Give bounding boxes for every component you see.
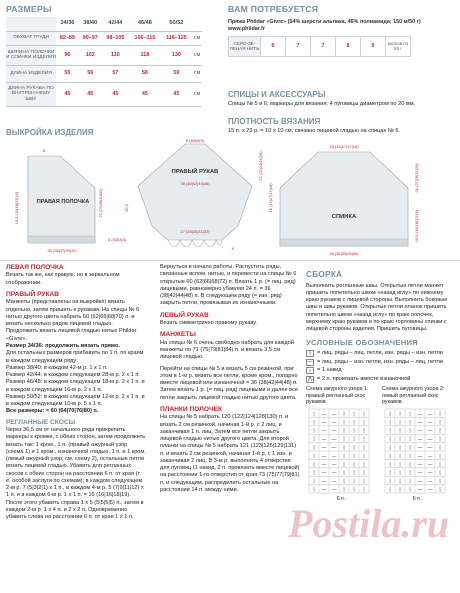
chart-cell: |: [353, 469, 355, 476]
chart-cell: |: [389, 419, 391, 426]
chart-cell: |: [363, 444, 365, 451]
chart-cell: |: [399, 419, 401, 426]
chart-cell: |: [389, 469, 391, 476]
chart-cell: |: [409, 419, 411, 426]
back-top-dim: 16 (16|17|17|18): [329, 144, 359, 149]
column-1: [6, 264, 146, 522]
table-row: ОБХВАТ ГРУДИ 82–89 90–97 98–105 106–115 116–125 см: [6, 31, 202, 45]
back-rib: [280, 239, 408, 246]
chart-cell: |: [313, 444, 315, 451]
chart-cell: —: [331, 444, 337, 451]
assembly-title: СБОРКА: [306, 270, 343, 279]
yarn-title: ВАМ ПОТРЕБУЕТСЯ: [228, 4, 319, 14]
chart-cell: |: [399, 486, 401, 493]
chart-cell: |: [343, 411, 345, 418]
chart-cell: |: [343, 461, 345, 468]
chart-cell: —: [427, 411, 433, 418]
chart-2-caption: Схема ажурного узора 2: левый регланный скос рукавов: [382, 386, 445, 406]
chart-cell: —: [321, 411, 327, 418]
back-shape: [280, 152, 408, 246]
chart-cell: |: [343, 478, 345, 485]
legend-item: | = лиц. ряды – лиц. петли, изн. ряды – изн. петли: [306, 350, 454, 357]
left-sleeve-text: Вязать симметрично правому рукаву.: [160, 320, 257, 327]
size-header: 50/52: [161, 17, 193, 31]
front-label: [37, 199, 90, 205]
sleeve-cuff-width-dim: 27 (28|30|31|32): [180, 229, 210, 234]
chart-cell: |: [353, 453, 355, 460]
chart-cell: |: [399, 436, 401, 443]
chart-cell: |: [353, 486, 355, 493]
chart-cell: |: [439, 436, 441, 443]
sleeve-raglan-dim: 21 (22|24|26|28): [258, 151, 263, 181]
chart-cell: —: [417, 419, 423, 426]
raglan-text: Через 36,5 см от начального ряда прикрепить маркеры к кромке, с обеих сторон, затем продолжить вязать так: 1 кром., 1 п. (правый ажурный узор (схема 1) и 1 кром., изнаночной гладью, 1 п. и 1 кром. (левый ажурный узор; см. схему 2), остальные петли вязать лицевой гладью. Убавить для регланных скосов с обеих сторон на расстоянии 6 п. от края (т. е. особой заслуги по схемам); в каждом следующем 2-м р. 7 (5|3|2|1) x 1 п., в каждом 4-м р. 5 (7|9|11|12) x 1 п. и в каждом 6-м р. 1 x 1 п. = 16 (16|16|18|19). После этого убавить справа 1 x 5 (5|5|5|5) п., затем в каждом 2-м р. 1 x 4 п. и 2 x 2 п. Одновременно убавить слева на расстоянии 6 п. от края 1 x 1 п.: [6, 427, 146, 521]
front-rib: [28, 236, 95, 243]
chart-cell: |: [409, 461, 411, 468]
chart-cell: —: [427, 486, 433, 493]
chart-1-grid: [306, 408, 372, 496]
plank-title: ПЛАНКИ ПОЛОЧЕК: [160, 405, 222, 413]
chart-cell: —: [331, 419, 337, 426]
chart-cell: —: [417, 486, 423, 493]
chart-cell: |: [439, 419, 441, 426]
sizes-title: РАЗМЕРЫ: [6, 4, 52, 14]
front-label-text: ПРАВАЯ ПОЛОЧКА: [36, 199, 90, 205]
size-header: 42/44: [102, 17, 129, 31]
front-width-dim: 33 (35|37|39|43): [47, 248, 77, 253]
chart-cell: —: [427, 436, 433, 443]
chart-cell: —: [427, 469, 433, 476]
chart-1: [306, 386, 376, 502]
chart-cell: |: [363, 486, 365, 493]
chart-cell: |: [313, 469, 315, 476]
chart-cell: |: [353, 436, 355, 443]
chart-cell: |: [363, 461, 365, 468]
table-row: ДЛИНА РУКАВА ПО ВНУТРЕН-НЕМУ ШВУ 45 45 45 45 45 см: [6, 82, 202, 106]
chart-cell: —: [321, 436, 327, 443]
divider: [0, 260, 460, 261]
chart-cell: |: [353, 419, 355, 426]
size2-text: Размер 38/40: в каждом 42-м р. 1 x 1 п.: [6, 364, 108, 371]
chart-cell: —: [321, 478, 327, 485]
cuffs-title: МАНЖЕТЫ: [160, 331, 196, 339]
chart-cell: |: [409, 453, 411, 460]
other-sizes-text: Для остальных размеров прибавить по 1 п. по краям в каждом следующем ряду:: [6, 350, 144, 364]
total-text: Все размеры: = 60 (64|70|76|80) п.: [6, 408, 99, 415]
chart-cell: |: [409, 469, 411, 476]
continue-text: Вернуться в начало работы. Распустить ряды, связанные вспом. нитью, и перевести на спицы № 6 открытые 60 (62|66|68|72) п. Вязать 1 р. (= лиц. ряд) лицевыми, равномерно убавляя 24 п. = 36 (38|42|44|48) п. В следующем ряду (= изн. ряд) закрыть петли, провязывая их изнаночными.: [160, 264, 297, 307]
chart-cell: —: [417, 453, 423, 460]
chart-cell: |: [399, 469, 401, 476]
chart-cell: |: [409, 478, 411, 485]
chart-cell: —: [417, 461, 423, 468]
sleeve-cuff-dim: 5: [232, 246, 235, 251]
front-top-dim: 8: [42, 148, 46, 153]
chart-cell: —: [417, 411, 423, 418]
right-sleeve-text: Манжеты (представлены на выкройке) вязать отдельно, затем пришить к рукавам. На спицы № 6 нитью другого цвета набрать 60 (62|66|68|70) п. и вязать несколько рядов лицевой гладью. Продолжить вязать лицевой гладью нитью Phildar «Givre».: [6, 299, 140, 342]
chart-cell: —: [417, 436, 423, 443]
chart-cell: —: [321, 427, 327, 434]
chart-cell: |: [399, 411, 401, 418]
chart-cell: |: [389, 461, 391, 468]
chart-cell: |: [343, 486, 345, 493]
back-raglan-dim: 26 (27|29|31|33): [414, 163, 419, 193]
chart-cell: |: [363, 419, 365, 426]
chart-cell: —: [331, 461, 337, 468]
size1-text: Размер 34/36: продолжить вязать прямо.: [6, 343, 120, 349]
column-2: [160, 264, 300, 494]
chart-cell: —: [427, 427, 433, 434]
gauge-text: 15 п. x 23 р. = 10 x 10 см, связано лицевой гладью на спицах № 6.: [228, 128, 401, 134]
size-header: 34/36: [56, 17, 79, 31]
chart-cell: |: [363, 436, 365, 443]
plank-text: На спицы № 5 набрать 120 (122|124|128|130) п. и вязать 2 см резинкой, начиная 1-й р. с 2 лиц. и заканчивая 1 п. лиц. Затем все петли закрыть лицевой гладью нитью другого цвета. Для второй планки на спицы № 5 набрать 121 (123|125|129|131) п. и вязать 2 см резинкой, начиная 1-й р. с 1 изн. и заканчивая 2 лиц. В 3-м р. выполнить 4 отверстия для пуговиц (1 накид, 2 п. провязать вместе лицевой) на расстоянии 1-го отверстия от края 73 (75|77|79|81) п. и следующим, распределить остальные на расстоянии 14 п. между ними.: [160, 414, 300, 493]
assembly-text: Выполнить регланные швы. Открытые петли манжет пришить попетельно швом «назад иглу» по нижнему краю рукавов с лицевой стороны. Выполнить боковые швы и швы рукавов. Открытые петли планок пришить попетельно швом «назад иглу» по краю полочек, верхнему краю рукавов и по краю горловины спинки с лицевой стороны изделия. Пришить пуговицы.: [306, 282, 448, 333]
chart-cell: |: [399, 444, 401, 451]
chart-cell: |: [353, 427, 355, 434]
chart-2: [382, 386, 452, 502]
back-width-dim: 48 (51|55|59|65): [329, 251, 359, 256]
chart-cell: |: [313, 478, 315, 485]
chart-cell: |: [313, 453, 315, 460]
left-front-title: ЛЕВАЯ ПОЛОЧКА: [6, 264, 64, 271]
size-header: 38/40: [79, 17, 102, 31]
pattern-title: ВЫКРОЙКА ИЗДЕЛИЯ: [6, 128, 94, 137]
chart-1-foot: 6 п.: [336, 495, 346, 502]
sleeve-length-dim: 36,5: [124, 204, 129, 212]
chart-cell: |: [439, 478, 441, 485]
chart-cell: |: [439, 411, 441, 418]
chart-cell: —: [331, 411, 337, 418]
back-label: СПИНКА: [331, 214, 357, 220]
chart-cell: |: [343, 453, 345, 460]
chart-cell: |: [399, 453, 401, 460]
legend: [306, 350, 454, 383]
chart-cell: |: [439, 469, 441, 476]
sleeve-label: ПРАВЫЙ РУКАВ: [171, 169, 219, 175]
size3-text: Размер 42/44: в каждом следующем 28-м р. 2 x 1 п.: [6, 372, 140, 379]
sleeve-cuff-scallop: [168, 240, 222, 247]
raglan-title: РЕГЛАННЫЕ СКОСЫ: [6, 418, 76, 426]
legend-title: УСЛОВНЫЕ ОБОЗНАЧЕНИЯ: [306, 338, 419, 348]
chart-2-grid: [382, 408, 448, 496]
chart-cell: |: [399, 427, 401, 434]
sleeve-shape: [138, 144, 252, 240]
chart-cell: —: [331, 427, 337, 434]
chart-cell: —: [321, 453, 327, 460]
right-sleeve-title: ПРАВЫЙ РУКАВ: [6, 290, 60, 298]
front-rib-dim: 3 (3|3|3|3): [108, 237, 127, 242]
chart-cell: —: [427, 478, 433, 485]
chart-cell: |: [363, 478, 365, 485]
decrease-symbol-icon: ⋀: [307, 376, 313, 383]
chart-cell: |: [399, 461, 401, 468]
yarn-over-symbol-icon: ○: [306, 367, 314, 374]
chart-cell: |: [353, 411, 355, 418]
chart-cell: —: [417, 478, 423, 485]
sleeve-top-dim: 8 (8|9|9|9): [185, 138, 205, 143]
yarn-table: [228, 36, 411, 57]
sizes-table: [6, 17, 202, 107]
chart-cell: |: [439, 486, 441, 493]
yarn-url: www.phildar.fr: [228, 26, 265, 32]
size-header: 46/48: [129, 17, 161, 31]
back-side-left-dim: 16 (16|17|17|18): [268, 183, 273, 213]
chart-cell: |: [389, 478, 391, 485]
chart-cell: |: [439, 427, 441, 434]
tools-title: СПИЦЫ И АКСЕССУАРЫ: [228, 90, 326, 99]
chart-cell: |: [343, 444, 345, 451]
table-row: ШИРИНА ПОЛОЧКИ И СПИНКИ ИЗДЕЛИЯ 96 102 110 118 130 см: [6, 45, 202, 65]
chart-cell: |: [389, 486, 391, 493]
chart-cell: |: [389, 453, 391, 460]
watermark-logo: Postila.ru: [288, 501, 450, 546]
front-raglan-dim: 25 (26|28|30|32): [98, 188, 103, 218]
column-3: [306, 270, 454, 502]
chart-cell: |: [409, 436, 411, 443]
chart-cell: |: [353, 444, 355, 451]
chart-cell: —: [427, 419, 433, 426]
table-row: СЕРО-ЗЕ-ЛЕНАЯ НИТЬ 6 7 7 8 9 мотков по 50 г: [229, 37, 411, 57]
chart-cell: —: [427, 453, 433, 460]
legend-item: — = лиц. ряды – изн. петли, изн. ряды – лиц. петли: [307, 358, 443, 366]
transfer-text: Перейти на спицы № 5 и вязать 5 см резинкой, при этом в 1-м р. вязать все петли, кроме кром., попарно вместе лицевой или изнаночной = 36 (38|42|44|48) п. Затем вязать 1 р. (= лиц. ряд) лицевыми и далее все петли закрыть лицевой гладью нитью другого цвета.: [160, 365, 298, 401]
chart-cell: |: [389, 427, 391, 434]
chart-cell: —: [417, 469, 423, 476]
chart-cell: |: [313, 427, 315, 434]
chart-1-caption: Схема ажурного узора 1: правый регланный скос рукавов: [306, 386, 369, 406]
sleeve-piece: [124, 138, 263, 251]
cuffs-text: На спицы № 6 очень свободно набрать для каждой манжеты по 71 (75|79|81|84) п. и вязать 3,5 см лицевой гладью.: [160, 339, 294, 361]
chart-cell: |: [389, 436, 391, 443]
chart-cell: —: [427, 461, 433, 468]
chart-cell: |: [343, 469, 345, 476]
tools-text: Спицы № 5 и 6; маркеры для вязания; 4 пуговицы диаметром по 20 мм.: [228, 101, 416, 107]
chart-cell: |: [389, 444, 391, 451]
chart-cell: |: [439, 453, 441, 460]
yarn-description: Пряжа Phildar «Givre» (54% шерсти альпака, 46% полиамида; 150 м/50 г): [228, 19, 421, 25]
chart-cell: —: [321, 444, 327, 451]
chart-cell: |: [363, 411, 365, 418]
table-row: ДЛИНА ИЗДЕЛИЯ 55 56 57 58 59 см: [6, 65, 202, 82]
chart-cell: |: [343, 419, 345, 426]
chart-cell: |: [389, 411, 391, 418]
chart-cell: —: [321, 469, 327, 476]
chart-cell: —: [417, 444, 423, 451]
legend-item: ⋀ = 2 п. провязать вместе изнаночной: [307, 376, 411, 383]
chart-cell: |: [313, 486, 315, 493]
chart-cell: —: [321, 486, 327, 493]
chart-cell: |: [363, 427, 365, 434]
chart-cell: |: [313, 436, 315, 443]
chart-cell: |: [439, 444, 441, 451]
back-piece: [268, 144, 419, 256]
chart-cell: |: [409, 444, 411, 451]
chart-cell: |: [363, 469, 365, 476]
chart-cell: |: [409, 486, 411, 493]
size4-text: Размер 46/48: в каждом следующем 18-м р. 2 x 1 п. и в каждом следующем 16-м р. 2 x 1 п.: [6, 379, 145, 393]
chart-cell: —: [321, 461, 327, 468]
chart-cell: |: [313, 419, 315, 426]
chart-cell: |: [343, 427, 345, 434]
purl-symbol-icon: —: [307, 359, 313, 366]
pattern-diagram: [0, 138, 460, 258]
chart-cell: —: [331, 453, 337, 460]
chart-cell: —: [331, 436, 337, 443]
front-height-dim: 19,5 (19|18|17|16): [14, 191, 19, 225]
charts: [306, 386, 454, 502]
chart-cell: —: [417, 427, 423, 434]
chart-cell: —: [331, 469, 337, 476]
chart-2-foot: 6 п.: [412, 495, 422, 502]
chart-cell: |: [353, 461, 355, 468]
legend-item: ○ = 1 накид: [306, 367, 454, 374]
back-side-dim: 19,5 (19|18|17|16): [414, 209, 419, 243]
chart-cell: |: [363, 453, 365, 460]
size5-text: Размер 50/52: в каждом следующем 12-м р. 2 x 1 п. и в каждом следующем 10-м р. 5 x 1 п.: [6, 393, 145, 408]
sizes-header-row: [6, 17, 202, 31]
chart-cell: |: [409, 411, 411, 418]
chart-cell: |: [409, 427, 411, 434]
chart-cell: —: [427, 444, 433, 451]
chart-cell: |: [313, 461, 315, 468]
front-piece: [14, 148, 127, 253]
sleeve-width-dim: 38 (40|42|44|46): [180, 181, 210, 186]
chart-cell: |: [353, 478, 355, 485]
chart-cell: —: [321, 419, 327, 426]
chart-cell: —: [331, 478, 337, 485]
left-sleeve-title: ЛЕВЫЙ РУКАВ: [160, 311, 209, 319]
chart-cell: —: [331, 486, 337, 493]
chart-cell: |: [399, 478, 401, 485]
gauge-title: ПЛОТНОСТЬ ВЯЗАНИЯ: [228, 117, 321, 126]
chart-cell: |: [439, 461, 441, 468]
chart-cell: |: [313, 411, 315, 418]
knit-symbol-icon: |: [306, 350, 314, 357]
left-front-text: Вязать так же, как правую, но в зеркальном отображении.: [6, 272, 120, 286]
chart-cell: |: [343, 436, 345, 443]
